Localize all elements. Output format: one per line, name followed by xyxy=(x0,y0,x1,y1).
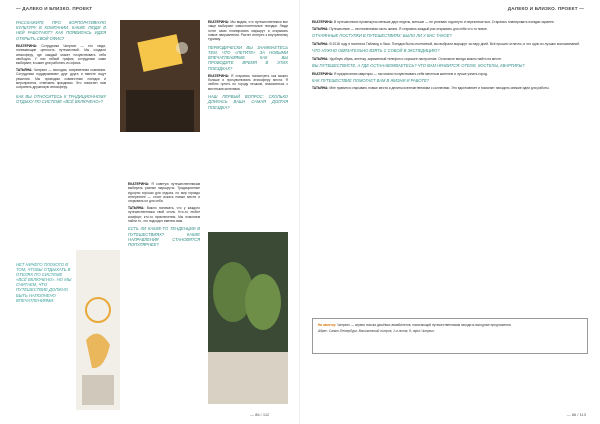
left-column-3 xyxy=(208,20,288,113)
speaker: ЕКАТЕРИНА: xyxy=(16,43,38,48)
question-5: НАШ ПЕРВЫЙ ВОПРОС: СКОЛЬКО ДЛИЛАСЬ ВАША САМАЯ ДОЛГАЯ ПОЕЗДКА? xyxy=(208,94,288,110)
right-page xyxy=(300,0,600,424)
speaker: ТАТЬЯНА: xyxy=(128,206,145,211)
office-photo-top xyxy=(120,20,200,132)
left-column-1 xyxy=(16,20,106,107)
question-r1: ОТЧАЯННЫЕ ПОСТУПКИ В ПУТЕШЕСТВИЯХ: БЫЛО ЛИ У ВАС ТАКОЕ? xyxy=(312,33,452,39)
speaker: ТАТЬЯНА: xyxy=(312,86,329,91)
answer-r3 xyxy=(312,42,588,46)
speaker: ЕКАТЕРИНА: xyxy=(208,20,230,24)
office-photo-plants xyxy=(208,232,288,404)
answer-text: В путешествиях промежуток меньше двух недель, меньше — не успеваю отдохнуть и переключиться. Стараюсь планировать поездки заранее. xyxy=(334,20,555,24)
note-text xyxy=(318,323,582,327)
speaker: ТАТЬЯНА: xyxy=(312,56,329,61)
note-label: На заметку: xyxy=(318,323,337,327)
question-2: КАК ВЫ ОТНОСИТЕСЬ К ТРАДИЦИОННОМУ ОТДЫХУ ПО СИСТЕМЕ «ВСЁ ВКЛЮЧЕНО»? xyxy=(16,93,106,104)
question-3: ЕСТЬ ЛИ КАКИЕ-ТО ТЕНДЕНЦИИ В ПУТЕШЕСТВИЯХ? КАКИЕ НАПРАВЛЕНИЯ СТАНОВЯТСЯ ПОПУЛЯРНЕЕ? xyxy=(128,226,200,248)
speaker: ТАТЬЯНА: xyxy=(312,41,329,46)
answer-text: Я предпочитаю квартиры — так можно почувствовать себя местным жителем и лучше узнать город. xyxy=(334,71,488,76)
page-number-left: — 86 / 112 xyxy=(250,412,270,417)
right-column xyxy=(312,20,588,93)
answer-5 xyxy=(208,20,288,42)
answer-text: Важно понимать, что у каждого путешественника свой стиль. Кто-то любит комфорт, кто-то приключения. Мы помогаем найти то, что подходит именно вам. xyxy=(128,206,200,224)
answer-text: Путешествие — неотъемлемая часть жизни. Я стараюсь каждый раз открывать для себя что-то новое. xyxy=(329,26,488,31)
note-address: Адрес: Санкт-Петербург, Васильевский остров, 1-я линия, 8, офис Чипрэил. xyxy=(318,329,435,334)
answer-r6 xyxy=(312,86,588,90)
answer-text: Сотрудники Чипрэил — это люди, понимающие ценность путешествий. Мы создали атмосферу, где каждый может почувствовать себя свободно. У нас гибкий график, сотрудники сами выбирают, в какие дни работать из офиса. xyxy=(16,43,106,66)
answer-text: В 2018 году я посетила Тайланд и Лаос. Поездка была спонтанной, мы выбрали маршрут за пару дней. Всё прошло отлично, и это одно из лучших воспоминаний. xyxy=(329,41,580,46)
answer-r1 xyxy=(312,20,588,24)
answer-text: Мне нравится открывать новые места и делиться впечатлениями с коллегами. Это вдохновляет и помогает находить свежие идеи для работы. xyxy=(329,86,550,91)
speaker: ЕКАТЕРИНА: xyxy=(128,182,150,186)
answer-text: Мы видим, что путешественники все чаще выбирают самостоятельные поездки. Люди хотят сами планировать маршрут и открывать новые направления. Растет интерес к внутреннему туризму. xyxy=(208,20,289,42)
note-box xyxy=(312,318,588,354)
left-column-2-text xyxy=(128,182,200,250)
header-right: ДАЛЕКО И БЛИЗКО. ПРОЕКТ — xyxy=(507,6,584,11)
note-body: Чипрэил — сервис поиска дешёвых авиабилетов, помогающий путешественникам находить выгодные предложения. xyxy=(337,323,512,327)
answer-2 xyxy=(16,68,106,90)
office-photo-left xyxy=(76,250,120,410)
question-r4: КАК ПУТЕШЕСТВИЕ ПОМОГАЕТ ВАМ В ЖИЗНИ И РАБОТЕ? xyxy=(312,78,430,84)
speaker: ЕКАТЕРИНА: xyxy=(312,20,334,24)
header-left: — ДАЛЕКО И БЛИЗКО. ПРОЕКТ xyxy=(16,6,93,11)
answer-text: Я советую путешественникам выбирать разные маршруты. Традиционные курорты хороши для отдыха, но мир гораздо интереснее — стоит искать новые места и открывать их для себя. xyxy=(128,182,200,204)
question-r2: ЧТО НУЖНО ОБЯЗАТЕЛЬНО ВЗЯТЬ С СОБОЙ В ЭКСПЕДИЦИЮ? xyxy=(312,48,440,54)
answer-r5 xyxy=(312,72,588,76)
answer-6 xyxy=(208,74,288,91)
speaker: ЕКАТЕРИНА: xyxy=(312,71,334,76)
answer-text: Я стараюсь посмотреть как можно больше и прочувствовать атмосферу места. Я люблю гулять по городу пешком, знакомиться с местными жителями. xyxy=(208,73,289,91)
question-1: РАССКАЖИТЕ ПРО КОРПОРАТИВНУЮ КУЛЬТУРУ В КОМПАНИИ. КАКИЕ ЛЮДИ В НЕЙ РАБОТАЮТ? КАК ПОЯВИЛАСЬ ИДЕЯ ОТКРЫТЬ СВОЙ ОФИС? xyxy=(16,20,106,41)
answer-1 xyxy=(16,44,106,66)
answer-4 xyxy=(128,206,200,223)
answer-r2 xyxy=(312,27,588,31)
speaker: ЕКАТЕРИНА: xyxy=(208,73,230,78)
answer-r4 xyxy=(312,57,588,61)
question-4: ПЕРИОДИЧЕСКИ ВЫ ЗАНИМАЕТЕСЬ ТЕМ, ЧТО «ЛЕТИТЕ» ЗА НОВЫМИ ВПЕЧАТЛЕНИЯМИ. КАК ВЫ ПРОВОДИТЕ ВРЕМЯ В ЭТИХ ПОЕЗДКАХ? xyxy=(208,44,288,71)
page-number-right: — 86 / 113 xyxy=(566,412,586,417)
speaker: ТАТЬЯНА: xyxy=(16,67,33,72)
answer-text: Чипрэил — молодая, современная компания. Сотрудники поддерживают друг друга и вместе ищут решения. Мы проводим совместные поездки и мероприятия, отмечаем праздники. Это помогает нам сохранять дружескую атмосферу. xyxy=(16,67,106,90)
speaker: ТАТЬЯНА: xyxy=(312,26,329,31)
answer-3 xyxy=(128,182,200,204)
question-r3: ВЫ ПУТЕШЕСТВУЕТЕ, А ГДЕ ОСТАНАВЛИВАЕТЕСЬ? ЧТО ВАМ НРАВИТСЯ: ОТЕЛИ, ХОСТЕЛЫ, КВАРТИРЫ? xyxy=(312,63,525,69)
answer-text: Удобную обувь, аптечку, заряженный телефон и хорошее настроение. Остальное всегда можно найти на месте. xyxy=(329,56,502,61)
pull-quote-1: НЕТ НИЧЕГО ПЛОХОГО В ТОМ, ЧТОБЫ ОТДЫХАТЬ В ОТЕЛЯХ ПО СИСТЕМЕ «ВСЁ ВКЛЮЧЕНО». НО МЫ СЧИТАЕМ, ЧТО ПУТЕШЕСТВИЕ ДОЛЖНО БЫТЬ НАПОЛНЕНО ВПЕЧАТЛЕНИЯМИ. xyxy=(16,262,72,303)
